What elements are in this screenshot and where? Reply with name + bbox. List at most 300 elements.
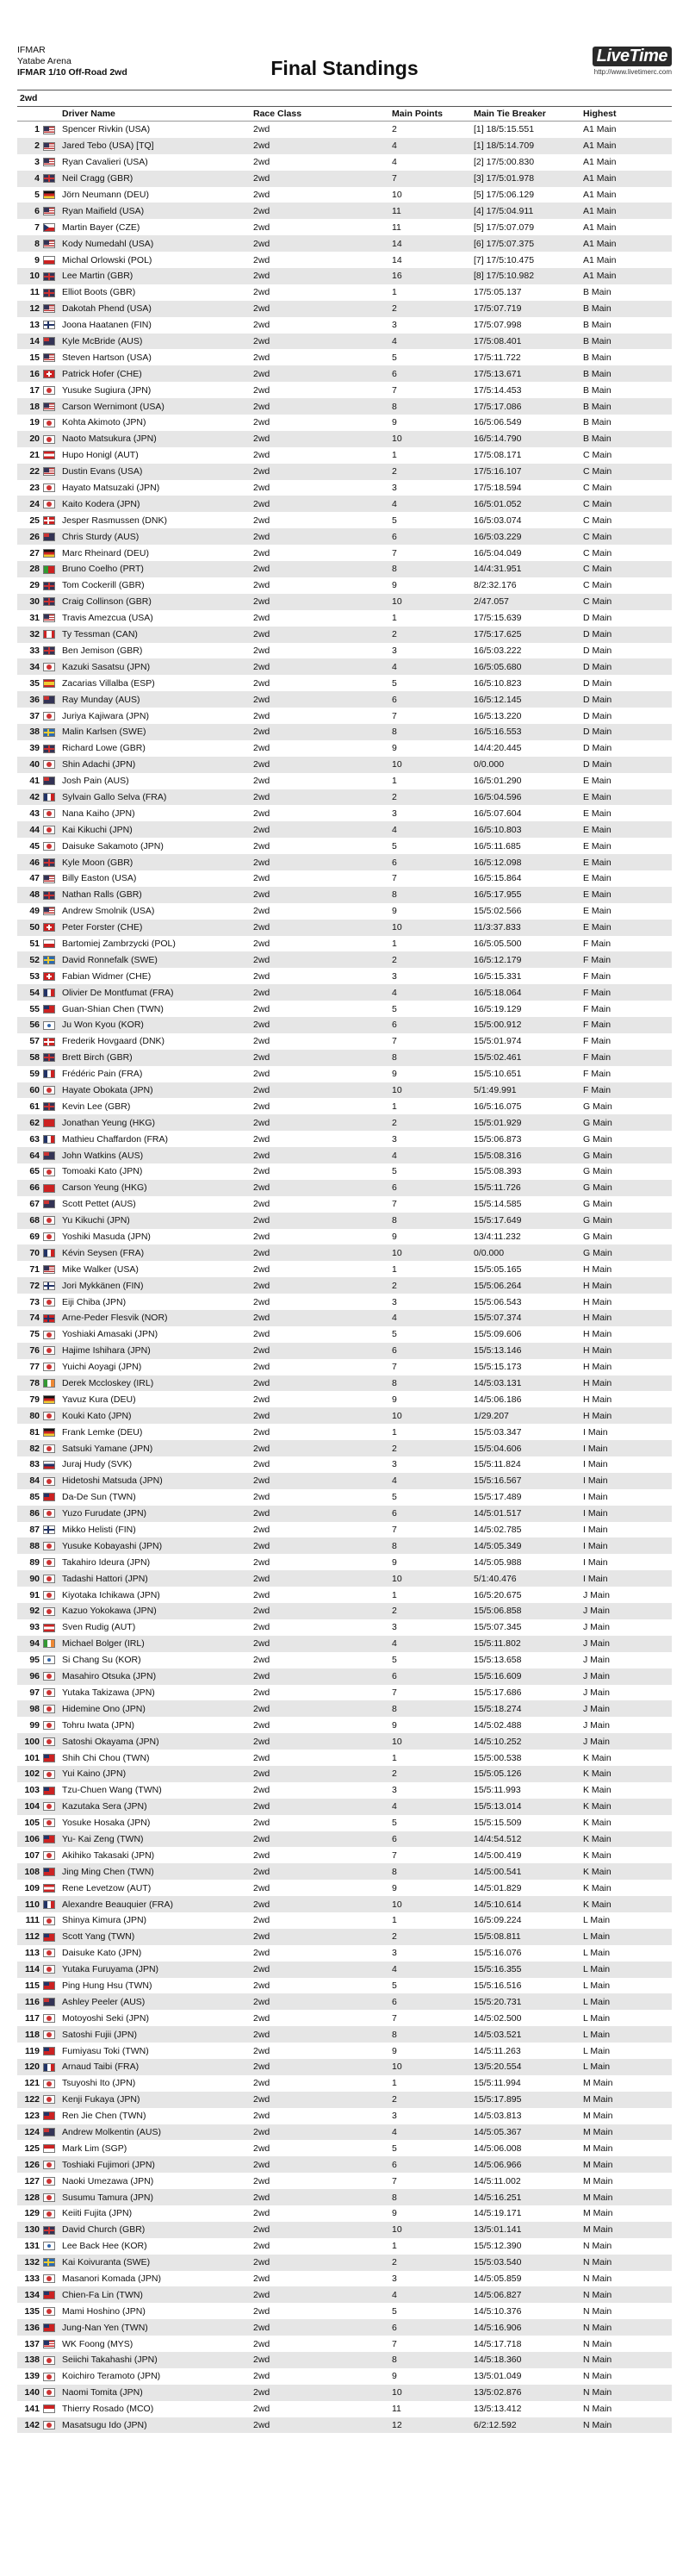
main-points-cell: 7 bbox=[392, 1036, 397, 1047]
table-row bbox=[17, 480, 672, 496]
table-row bbox=[17, 2286, 672, 2303]
main-points-cell: 3 bbox=[392, 1133, 397, 1145]
tie-breaker-cell: 16/5:04.049 bbox=[474, 547, 522, 558]
main-points-cell: 7 bbox=[392, 384, 397, 396]
highest-main-cell: J Main bbox=[583, 1636, 672, 1652]
main-points-cell: 4 bbox=[392, 1799, 474, 1815]
tie-breaker-cell: 15/5:17.895 bbox=[474, 2092, 583, 2108]
table-row bbox=[17, 464, 672, 480]
table-row bbox=[17, 2189, 672, 2205]
position-cell: 73 bbox=[29, 1296, 40, 1307]
race-class-cell: 2wd bbox=[253, 1017, 392, 1033]
highest-main-cell: F Main bbox=[583, 970, 611, 982]
driver-name-cell: Kody Numedahl (USA) bbox=[62, 235, 253, 252]
highest-main-cell: H Main bbox=[583, 1277, 672, 1294]
flag-cell bbox=[43, 740, 62, 757]
driver-name-cell: Juriya Kajiwara (JPN) bbox=[62, 710, 149, 721]
flag-cell bbox=[43, 1343, 62, 1359]
tie-breaker-cell: 14/5:03.521 bbox=[474, 2026, 583, 2043]
flag-cell bbox=[43, 317, 62, 334]
country-flag-icon bbox=[43, 1525, 55, 1534]
main-points-cell: 3 bbox=[392, 645, 397, 656]
position-cell: 136 bbox=[17, 2319, 43, 2336]
flag-cell bbox=[43, 1473, 62, 1489]
highest-main-cell: L Main bbox=[583, 2012, 611, 2024]
race-class-cell: 2wd bbox=[253, 1929, 392, 1945]
country-flag-icon bbox=[43, 126, 55, 134]
tie-breaker-cell: [1] 18/5:15.551 bbox=[474, 124, 535, 135]
country-flag-icon bbox=[43, 1038, 55, 1046]
country-flag-icon bbox=[43, 1509, 55, 1518]
position-cell: 68 bbox=[17, 1213, 43, 1229]
position-cell: 119 bbox=[25, 2045, 40, 2056]
flag-cell bbox=[43, 171, 62, 187]
table-row bbox=[17, 154, 672, 171]
position-cell: 23 bbox=[29, 483, 40, 494]
country-flag-icon bbox=[43, 1933, 55, 1942]
table-row bbox=[17, 1147, 672, 1163]
main-points-cell: 4 bbox=[392, 2124, 474, 2141]
highest-main-cell: M Main bbox=[583, 2124, 672, 2141]
highest-main-cell: C Main bbox=[583, 515, 612, 526]
tie-breaker-cell: 16/5:13.220 bbox=[474, 710, 522, 721]
table-row bbox=[17, 398, 672, 415]
country-flag-icon bbox=[43, 435, 55, 444]
table-row bbox=[17, 1782, 672, 1799]
table-row bbox=[17, 2238, 672, 2255]
tie-breaker-cell: 17/5:15.639 bbox=[474, 613, 522, 624]
position-cell: 89 bbox=[29, 1556, 40, 1568]
table-row bbox=[17, 1799, 672, 1815]
race-class-cell: 2wd bbox=[253, 2092, 392, 2108]
country-flag-icon bbox=[43, 2063, 55, 2072]
driver-name-cell: Masahiro Otsuka (JPN) bbox=[62, 1668, 253, 1685]
tie-breaker-cell: 15/5:16.609 bbox=[474, 1668, 583, 1685]
position-cell: 5 bbox=[34, 190, 40, 200]
driver-name-cell: Jonathan Yeung (HKG) bbox=[62, 1114, 253, 1131]
flag-cell bbox=[43, 1001, 62, 1017]
main-points-cell: 7 bbox=[392, 2175, 397, 2186]
position-cell: 95 bbox=[29, 1655, 40, 1666]
position-cell: 62 bbox=[17, 1114, 43, 1131]
main-points-cell: 1 bbox=[392, 613, 397, 624]
driver-name-cell: Fumiyasu Toki (TWN) bbox=[62, 2045, 149, 2056]
tie-breaker-cell: 16/5:01.052 bbox=[474, 496, 583, 512]
race-class-cell: 2wd bbox=[253, 724, 392, 740]
main-points-cell: 12 bbox=[392, 2417, 474, 2434]
position-cell: 134 bbox=[17, 2286, 43, 2303]
flag-cell bbox=[43, 708, 62, 724]
table-row bbox=[17, 1294, 672, 1310]
flag-cell bbox=[43, 1213, 62, 1229]
driver-name-cell: Martin Bayer (CZE) bbox=[62, 221, 140, 233]
flag-cell bbox=[43, 1147, 62, 1163]
position-cell: 58 bbox=[17, 1050, 43, 1066]
highest-main-cell: K Main bbox=[583, 1785, 611, 1796]
main-points-cell: 6 bbox=[392, 1993, 474, 2010]
main-points-cell: 5 bbox=[392, 1166, 397, 1177]
position-cell: 76 bbox=[17, 1343, 43, 1359]
country-flag-icon bbox=[43, 695, 55, 704]
main-points-cell: 8 bbox=[392, 1375, 474, 1392]
country-flag-icon bbox=[43, 2193, 55, 2202]
country-flag-icon bbox=[43, 1314, 55, 1323]
highest-main-cell: D Main bbox=[583, 691, 672, 708]
position-cell: 128 bbox=[17, 2189, 43, 2205]
country-flag-icon bbox=[43, 174, 55, 183]
race-class-cell: 2wd bbox=[253, 1655, 270, 1666]
table-row bbox=[17, 1391, 672, 1407]
tie-breaker-cell: 14/5:18.360 bbox=[474, 2352, 583, 2368]
position-cell: 21 bbox=[29, 450, 40, 461]
country-flag-icon bbox=[43, 1868, 55, 1876]
tie-breaker-cell: 16/5:14.790 bbox=[474, 431, 583, 447]
country-flag-icon bbox=[43, 467, 55, 476]
tie-breaker-cell: 14/5:02.500 bbox=[474, 2012, 522, 2024]
country-flag-icon bbox=[43, 337, 55, 346]
race-class-cell: 2wd bbox=[253, 1668, 392, 1685]
table-row bbox=[17, 2026, 672, 2043]
table-row bbox=[17, 545, 672, 561]
country-flag-icon bbox=[43, 386, 55, 395]
flag-cell bbox=[43, 349, 62, 365]
tie-breaker-cell: 15/5:06.873 bbox=[474, 1133, 522, 1145]
highest-main-cell: B Main bbox=[583, 431, 672, 447]
position-cell: 1 bbox=[34, 124, 40, 135]
highest-main-cell: H Main bbox=[583, 1329, 612, 1340]
highest-main-cell: J Main bbox=[583, 1668, 672, 1685]
race-class-cell: 2wd bbox=[253, 1603, 392, 1619]
race-class-cell: 2wd bbox=[253, 138, 392, 154]
flag-cell bbox=[43, 545, 62, 561]
main-points-cell: 8 bbox=[392, 1050, 474, 1066]
driver-name-cell: Dustin Evans (USA) bbox=[62, 464, 253, 480]
flag-cell bbox=[43, 1196, 62, 1213]
highest-main-cell: N Main bbox=[583, 2404, 612, 2415]
flag-cell bbox=[43, 1929, 62, 1945]
table-row bbox=[17, 805, 672, 821]
country-flag-icon bbox=[43, 858, 55, 867]
race-class-cell: 2wd bbox=[253, 221, 270, 233]
flag-cell bbox=[43, 1587, 62, 1603]
flag-cell bbox=[43, 2286, 62, 2303]
flag-cell bbox=[43, 643, 62, 659]
flag-cell bbox=[43, 2092, 62, 2108]
driver-name-cell: Satsuki Yamane (JPN) bbox=[62, 1440, 253, 1456]
tie-breaker-cell: 14/5:05.349 bbox=[474, 1537, 583, 1554]
country-flag-icon bbox=[43, 1558, 55, 1567]
country-flag-icon bbox=[43, 956, 55, 964]
country-flag-icon bbox=[43, 2128, 55, 2136]
tie-breaker-cell: 15/5:00.912 bbox=[474, 1017, 583, 1033]
country-flag-icon bbox=[43, 2421, 55, 2429]
table-row bbox=[17, 610, 672, 627]
driver-name-cell: Chris Sturdy (AUS) bbox=[62, 528, 253, 545]
driver-name-cell: Frank Lemke (DEU) bbox=[62, 1426, 143, 1438]
position-cell: 3 bbox=[34, 157, 40, 168]
country-flag-icon bbox=[43, 1282, 55, 1290]
position-cell: 13 bbox=[29, 320, 40, 331]
table-row bbox=[17, 528, 672, 545]
driver-name-cell: Jori Mykkänen (FIN) bbox=[62, 1277, 253, 1294]
flag-cell bbox=[43, 1717, 62, 1733]
table-row bbox=[17, 1407, 672, 1424]
main-points-cell: 3 bbox=[392, 2111, 397, 2122]
tie-breaker-cell: 14/5:06.827 bbox=[474, 2286, 583, 2303]
race-class-cell: 2wd bbox=[253, 757, 392, 773]
driver-name-cell: Ryan Cavalieri (USA) bbox=[62, 157, 148, 168]
tie-breaker-cell: 16/5:10.803 bbox=[474, 821, 583, 838]
table-row bbox=[17, 1603, 672, 1619]
tie-breaker-cell: 8/2:32.176 bbox=[474, 580, 517, 591]
main-points-cell: 10 bbox=[392, 2222, 474, 2238]
highest-main-cell: E Main bbox=[583, 906, 611, 917]
race-class-cell: 2wd bbox=[253, 1700, 392, 1717]
flag-cell bbox=[43, 2043, 62, 2059]
position-cell: 81 bbox=[29, 1426, 40, 1438]
tie-breaker-cell: 14/5:06.186 bbox=[474, 1394, 522, 1405]
main-points-cell: 5 bbox=[392, 1003, 397, 1014]
country-flag-icon bbox=[43, 2323, 55, 2332]
highest-main-cell: N Main bbox=[583, 2417, 672, 2434]
main-points-cell: 7 bbox=[392, 2012, 397, 2024]
flag-cell bbox=[43, 1993, 62, 2010]
flag-cell bbox=[43, 2319, 62, 2336]
main-points-cell: 10 bbox=[392, 1733, 474, 1750]
flag-cell bbox=[43, 1522, 62, 1538]
race-class-cell: 2wd bbox=[253, 984, 392, 1001]
driver-name-cell: Susumu Tamura (JPN) bbox=[62, 2189, 253, 2205]
race-class-cell: 2wd bbox=[253, 1882, 270, 1893]
flag-cell bbox=[43, 1847, 62, 1863]
position-cell: 135 bbox=[24, 2305, 40, 2317]
position-cell: 98 bbox=[17, 1700, 43, 1717]
table-row bbox=[17, 1506, 672, 1522]
country-flag-icon bbox=[43, 1249, 55, 1257]
table-row bbox=[17, 2156, 672, 2173]
position-cell: 137 bbox=[24, 2338, 40, 2349]
position-cell: 126 bbox=[17, 2156, 43, 2173]
country-flag-icon bbox=[43, 1331, 55, 1339]
flag-cell bbox=[43, 2026, 62, 2043]
country-flag-icon bbox=[43, 1493, 55, 1501]
driver-name-cell: Lee Martin (GBR) bbox=[62, 268, 253, 284]
tie-breaker-cell: 14/5:05.367 bbox=[474, 2124, 583, 2141]
race-class-cell: 2wd bbox=[253, 320, 270, 331]
tie-breaker-cell: 15/5:08.811 bbox=[474, 1929, 583, 1945]
main-points-cell: 6 bbox=[392, 1017, 474, 1033]
table-row bbox=[17, 2010, 672, 2026]
highest-main-cell: A1 Main bbox=[583, 171, 672, 187]
race-class-cell: 2wd bbox=[253, 776, 270, 787]
table-row bbox=[17, 1962, 672, 1978]
driver-name-cell: Kouki Kato (JPN) bbox=[62, 1407, 253, 1424]
highest-main-cell: D Main bbox=[583, 677, 612, 689]
main-points-cell: 16 bbox=[392, 268, 474, 284]
driver-name-cell: Yusuke Kobayashi (JPN) bbox=[62, 1537, 253, 1554]
tie-breaker-cell: 14/5:03.813 bbox=[474, 2111, 522, 2122]
driver-name-cell: Yusuke Sugiura (JPN) bbox=[62, 384, 152, 396]
standings-table bbox=[17, 107, 672, 2433]
flag-cell bbox=[43, 2401, 62, 2417]
highest-main-cell: J Main bbox=[583, 1700, 672, 1717]
position-cell: 96 bbox=[17, 1668, 43, 1685]
highest-main-cell: L Main bbox=[583, 1948, 611, 1959]
flag-cell bbox=[43, 1537, 62, 1554]
tie-breaker-cell: 15/5:11.802 bbox=[474, 1636, 583, 1652]
driver-name-cell: Scott Pettet (AUS) bbox=[62, 1199, 136, 1210]
country-flag-icon bbox=[43, 370, 55, 378]
tie-breaker-cell: 14/5:06.966 bbox=[474, 2156, 583, 2173]
position-cell: 28 bbox=[17, 561, 43, 577]
main-points-cell: 5 bbox=[392, 677, 397, 689]
position-cell: 12 bbox=[17, 301, 43, 317]
highest-main-cell: B Main bbox=[583, 417, 611, 428]
tie-breaker-cell: 2/47.057 bbox=[474, 594, 583, 610]
country-flag-icon bbox=[43, 1917, 55, 1925]
driver-name-cell: Derek Mccloskey (IRL) bbox=[62, 1375, 253, 1392]
driver-name-cell: Hidetoshi Matsuda (JPN) bbox=[62, 1473, 253, 1489]
table-row bbox=[17, 1017, 672, 1033]
flag-cell bbox=[43, 968, 62, 984]
position-cell: 51 bbox=[29, 938, 40, 949]
main-points-cell: 2 bbox=[392, 1114, 474, 1131]
main-points-cell: 1 bbox=[392, 1915, 397, 1926]
driver-name-cell: Jesper Rasmussen (DNK) bbox=[62, 515, 167, 526]
race-class-cell: 2wd bbox=[253, 594, 392, 610]
flag-cell bbox=[43, 203, 62, 219]
flag-cell bbox=[43, 1131, 62, 1147]
race-class-cell: 2wd bbox=[253, 1296, 270, 1307]
race-class-cell: 2wd bbox=[253, 1799, 392, 1815]
highest-main-cell: E Main bbox=[583, 854, 672, 870]
position-cell: 121 bbox=[24, 2078, 40, 2089]
race-class-cell: 2wd bbox=[253, 938, 270, 949]
flag-cell bbox=[43, 1180, 62, 1196]
highest-main-cell: F Main bbox=[583, 1036, 611, 1047]
flag-cell bbox=[43, 1375, 62, 1392]
table-row bbox=[17, 2222, 672, 2238]
country-flag-icon bbox=[43, 158, 55, 166]
flag-cell bbox=[43, 1424, 62, 1440]
race-class-cell: 2wd bbox=[253, 1133, 270, 1145]
tie-breaker-cell: 16/5:19.129 bbox=[474, 1003, 522, 1014]
tie-breaker-cell: 17/5:14.453 bbox=[474, 384, 522, 396]
position-cell: 20 bbox=[17, 431, 43, 447]
position-cell: 26 bbox=[17, 528, 43, 545]
tie-breaker-cell: 17/5:17.086 bbox=[474, 398, 583, 415]
driver-name-cell: Eiji Chiba (JPN) bbox=[62, 1296, 127, 1307]
main-points-cell: 9 bbox=[392, 417, 397, 428]
country-flag-icon bbox=[43, 939, 55, 948]
flag-cell bbox=[43, 724, 62, 740]
main-points-cell: 2 bbox=[392, 2092, 474, 2108]
highest-main-cell: J Main bbox=[583, 1589, 610, 1600]
table-row bbox=[17, 496, 672, 512]
driver-name-cell: Fabian Widmer (CHE) bbox=[62, 970, 152, 982]
driver-name-cell: Arne-Peder Flesvik (NOR) bbox=[62, 1310, 253, 1326]
flag-cell bbox=[43, 2417, 62, 2434]
country-flag-icon bbox=[43, 1575, 55, 1583]
main-points-cell: 3 bbox=[392, 808, 397, 819]
main-points-cell: 1 bbox=[392, 2078, 397, 2089]
driver-name-cell: Craig Collinson (GBR) bbox=[62, 594, 253, 610]
position-cell: 125 bbox=[24, 2143, 40, 2154]
highest-main-cell: D Main bbox=[583, 724, 672, 740]
race-class-cell: 2wd bbox=[253, 352, 270, 363]
position-cell: 99 bbox=[29, 1719, 40, 1731]
tie-breaker-cell: [7] 17/5:10.475 bbox=[474, 254, 535, 265]
flag-cell bbox=[43, 1978, 62, 1994]
country-flag-icon bbox=[43, 1607, 55, 1616]
tie-breaker-cell: 17/5:16.107 bbox=[474, 464, 583, 480]
flag-cell bbox=[43, 577, 62, 594]
position-cell: 92 bbox=[17, 1603, 43, 1619]
race-class-cell: 2wd bbox=[253, 1426, 270, 1438]
driver-name-cell: Naoto Matsukura (JPN) bbox=[62, 431, 253, 447]
race-class-cell: 2wd bbox=[253, 2124, 392, 2141]
tie-breaker-cell: [2] 17/5:00.830 bbox=[474, 157, 535, 168]
position-cell: 85 bbox=[29, 1492, 40, 1503]
highest-main-cell: C Main bbox=[583, 483, 612, 494]
highest-main-cell: B Main bbox=[583, 365, 672, 382]
tie-breaker-cell: 15/5:01.974 bbox=[474, 1036, 522, 1047]
position-cell: 72 bbox=[17, 1277, 43, 1294]
driver-name-cell: Alexandre Beauquier (FRA) bbox=[62, 1896, 253, 1912]
tie-breaker-cell: 15/5:16.076 bbox=[474, 1948, 522, 1959]
tie-breaker-cell: 14/5:03.131 bbox=[474, 1375, 583, 1392]
highest-main-cell: C Main bbox=[583, 580, 612, 591]
driver-name-cell: Andrew Molkentin (AUS) bbox=[62, 2124, 253, 2141]
highest-main-cell: C Main bbox=[583, 594, 672, 610]
race-class-cell: 2wd bbox=[253, 1329, 270, 1340]
flag-cell bbox=[43, 2189, 62, 2205]
flag-cell bbox=[43, 122, 62, 138]
table-row bbox=[17, 1001, 672, 1017]
country-flag-icon bbox=[43, 321, 55, 329]
main-points-cell: 5 bbox=[392, 1329, 397, 1340]
race-class-cell: 2wd bbox=[253, 789, 392, 806]
position-cell: 27 bbox=[29, 547, 40, 558]
highest-main-cell: A1 Main bbox=[583, 254, 617, 265]
highest-main-cell: N Main bbox=[583, 2371, 612, 2382]
main-points-cell: 5 bbox=[392, 1980, 397, 1991]
table-row bbox=[17, 1668, 672, 1685]
position-cell: 84 bbox=[17, 1473, 43, 1489]
main-points-cell: 6 bbox=[392, 1668, 474, 1685]
table-row bbox=[17, 968, 672, 984]
tie-breaker-cell: 16/5:01.290 bbox=[474, 776, 522, 787]
highest-main-cell: E Main bbox=[583, 808, 611, 819]
highest-main-cell: H Main bbox=[583, 1394, 612, 1405]
table-row bbox=[17, 627, 672, 643]
tie-breaker-cell: 16/5:18.064 bbox=[474, 984, 583, 1001]
position-cell: 59 bbox=[29, 1069, 40, 1080]
table-row bbox=[17, 317, 672, 334]
country-flag-icon bbox=[43, 1981, 55, 1990]
driver-name-cell: Ren Jie Chen (TWN) bbox=[62, 2111, 146, 2122]
flag-cell bbox=[43, 1114, 62, 1131]
position-cell: 140 bbox=[17, 2385, 43, 2401]
highest-main-cell: I Main bbox=[583, 1459, 608, 1470]
main-points-cell: 6 bbox=[392, 365, 474, 382]
tie-breaker-cell: 0/0.000 bbox=[474, 757, 583, 773]
flag-cell bbox=[43, 1570, 62, 1587]
driver-name-cell: Scott Yang (TWN) bbox=[62, 1929, 253, 1945]
main-points-cell: 10 bbox=[392, 594, 474, 610]
tie-breaker-cell: 15/5:16.355 bbox=[474, 1962, 583, 1978]
table-row bbox=[17, 2319, 672, 2336]
